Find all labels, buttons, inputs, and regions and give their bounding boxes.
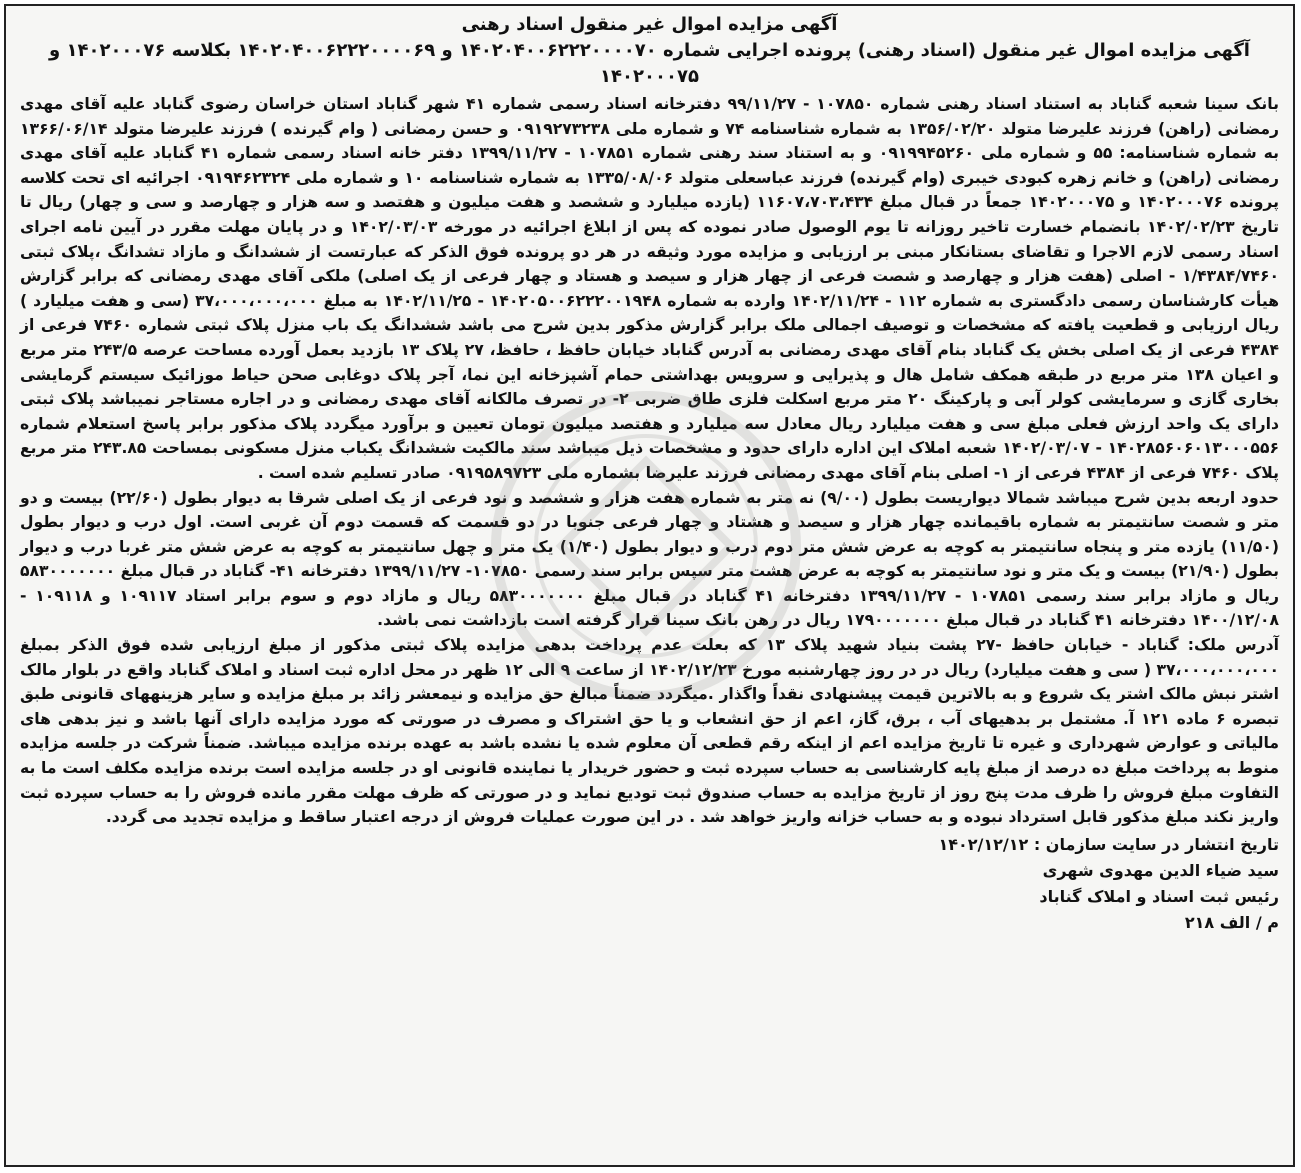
signer-name: سید ضیاء الدین مهدوی شهری — [1042, 860, 1279, 880]
notice-footer — [20, 832, 1279, 936]
notice-subtitle: آگهی مزایده اموال غیر منقول (اسناد رهنی) پرونده اجرایی شماره ۱۴۰۲۰۴۰۰۶۲۲۲۰۰۰۰۷۰ و ۱۴۰۲۰۴۰۰۶۲۲۲۰۰۰۰۶۹ بکلاسه ۱۴۰۲۰۰۰۷۶ و ۱۴۰۲۰۰۰۷۵ — [49, 40, 1250, 87]
signer-title: رئیس ثبت اسناد و املاک گناباد — [1039, 886, 1279, 906]
reference-number: م / الف ۲۱۸ — [1184, 912, 1279, 932]
notice-body-paragraph-1: بانک سینا شعبه گناباد به استناد اسناد رهنی شماره ۱۰۷۸۵۰ - ۹۹/۱۱/۲۷ دفترخانه اسناد رسمی شماره ۴۱ شهر گناباد استان خراسان رضوی گناباد علیه آقای مهدی رمضانی (راهن) فرزند علیرضا متولد ۱۳۵۶/۰۲/۲۰ به شماره شناسنامه ۷۴ و شماره ملی ۰۹۱۹۲۷۳۲۳۸ و حسن رمضانی ( وام گیرنده ) فرزند علیرضا متولد ۱۳۶۶/۰۶/۱۴ به شماره شناسنامه: ۵۵ و شماره ملی ۰۹۱۹۹۴۵۲۶۰ و به استناد سند رهنی شماره ۱۰۷۸۵۱ - ۱۳۹۹/۱۱/۲۷ دفتر خانه اسناد رسمی شماره ۴۱ گناباد علیه آقای مهدی رمضانی (راهن) و خانم زهره کبودی خیبری (وام گیرنده) فرزند عباسعلی متولد ۱۳۳۵/۰۸/۰۶ به شماره شناسنامه ۱۰ و شماره ملی ۰۹۱۹۴۶۲۳۲۴ اجرائیه ای تحت کلاسه پرونده ۱۴۰۲۰۰۰۷۶ و ۱۴۰۲۰۰۰۷۵ جمعاً در قبال مبلغ ۱۱۶۰۷،۷۰۳،۴۳۴ (یازده میلیارد و ششصد و هفت میلیون و هفتصد و سه هزار و چهارصد و سی و چهار) ریال تا تاریخ ۱۴۰۲/۰۲/۲۳ بانضمام خسارت تاخیر روزانه تا یوم الوصول صادر نموده که پس از ابلاغ اجرائیه در مورخه ۱۴۰۲/۰۳/۰۳ و در پایان مهلت مقرر در آیین نامه اجرای اسناد رسمی لازم الاجرا و تقاضای بستانکار مبنی بر ارزیابی و مزایده مورد وثیقه در هر دو پرونده فوق الذکر که عبارتست از ششدانگ و مازاد تشدانگ ،پلاک ثبتی ۱/۴۳۸۴/۷۴۶۰ - اصلی (هفت هزار و چهارصد و شصت فرعی از چهار هزار و سیصد و هستاد و چهار فرعی از یک اصلی) ملکی آقای مهدی رمضانی که برابر گزارش هیأت کارشناسان رسمی دادگستری به شماره ۱۱۲ - ۱۴۰۲/۱۱/۲۴ وارده به شماره ۱۴۰۲۰۵۰۰۶۲۲۲۰۰۱۹۴۸ - ۱۴۰۲/۱۱/۲۵ به مبلغ ۳۷،۰۰۰،۰۰۰،۰۰۰ (سی و هفت میلیارد ) ریال ارزیابی و قطعیت یافته که مشخصات و توصیف اجمالی ملک برابر گزارش مذکور بدین شرح می باشد ششدانگ یک باب منزل پلاک ثبتی شماره ۷۴۶۰ فرعی از ۴۳۸۴ فرعی از یک اصلی بخش یک گناباد بنام آقای مهدی رمضانی به آدرس گناباد خیابان حافظ ، حافظ، ۲۷ پلاک ۱۳ بازدید بعمل آورده مساحت عرصه ۲۴۳/۵ متر مربع و اعیان ۱۳۸ متر مربع در طبقه همکف شامل هال و پذیرایی و سرویس بهداشتی حمام آشپزخانه این نما، آجر پلاک دوغابی صحن حیاط موزائیک سیستم گرمایشی بخاری گازی و سرمایشی کولر آبی و پارکینگ ۲۰ متر مربع اسکلت فلزی طاق ضربی ۲- در تصرف مالکانه آقای مهدی رمضانی و در اجاره مستاجر نمیباشد پلاک ثبتی دارای یک واحد ارزش فعلی مبلغ سی و هفت میلیارد ریال معادل سه میلیارد و هفتصد میلیون تومان تعیین و برآورد میگردد پلاک مذکور برابر پاسخ استعلام شماره ۱۴۰۲۸۵۶۰۶۰۱۳۰۰۰۵۵۶ - ۱۴۰۲/۰۳/۰۷ شعبه املاک این اداره دارای حدود و مشخصات ذیل میباشد سند مالکیت ششدانگ یکباب منزل مسکونی بمساحت ۲۴۳.۸۵ متر مربع پلاک ۷۴۶۰ فرعی از ۴۳۸۴ فرعی از ۱- اصلی بنام آقای مهدی رمضانی فرزند علیرضا بشماره ملی ۰۹۱۹۵۸۹۷۲۳ صادر تسلیم شده است . — [20, 95, 1280, 482]
notice-body-paragraph-2: حدود اربعه بدین شرح میباشد شمالا دیواریست بطول (۹/۰۰) نه متر به شماره هفت هزار و ششصد و نود فرعی از یک اصلی شرقا به دیوار بطول (۲۲/۶۰) بیست و دو متر و شصت سانتیمتر به شماره باقیمانده چهار هزار و سیصد و هشتاد و چهار فرعی جنوبا در دو قسمت که قسمت دوم آن غربی است. اول درب و دیوار بطول (۱۱/۵۰) یازده متر و پنجاه سانتیمتر به کوچه به عرض شش متر دوم درب و دیوار بطول (۱/۴۰) یک متر و چهل سانتیمتر به کوچه به عرض شش متر غربا درب و دیوار بطول (۲۱/۹۰) بیست و یک متر و نود سانتیمتر به کوچه به عرض هشت متر سپس برابر سند رسمی ۱۰۷۸۵۰- ۱۳۹۹/۱۱/۲۷ دفترخانه ۴۱- گناباد در قبال مبلغ ۵۸۳۰۰۰۰۰۰۰ ریال و مازاد برابر سند رسمی ۱۰۷۸۵۱ - ۱۳۹۹/۱۱/۲۷ دفترخانه ۴۱ گناباد در قبال مبلغ ۵۸۳۰۰۰۰۰۰۰ ریال و مازاد دوم و سوم برابر استاد ۱۰۹۱۱۷ و ۱۰۹۱۱۸ - ۱۴۰۰/۱۲/۰۸ دفترخانه ۴۱ گناباد در قبال مبلغ ۱۷۹۰۰۰۰۰۰۰ ریال در رهن بانک سینا قرار گرفته است بازداشت نمی باشد. — [20, 488, 1279, 630]
notice-body-paragraph-3: آدرس ملک: گناباد - خیابان حافظ -۲۷ پشت بنیاد شهید پلاک ۱۳ که بعلت عدم پرداخت بدهی مزایده پلاک ثبتی مذکور از مبلغ ارزیابی شده فوق الذکر بمبلغ ۳۷،۰۰۰،۰۰۰،۰۰۰ ( سی و هفت میلیارد) ریال در در روز چهارشنبه مورخ ۱۴۰۲/۱۲/۲۳ از ساعت ۹ الی ۱۲ ظهر در محل اداره ثبت اسناد و املاک گناباد واقع در بلوار مالک اشتر نبش مالک اشتر یک شروع و به بالاترین قیمت پیشنهادی نقداً واگذار .میگردد ضمناً مبالغ حق مزایده و نیمعشر زائد بر مبلغ مزایده و سایر هزینههای قانونی طبق تبصره ۶ ماده ۱۲۱ آ. مشتمل بر بدهیهای آب ، برق، گاز، اعم از حق انشعاب و یا حق اشتراک و مصرف در صورتی که مورد مزایده دارای آنها باشد و نیز بدهی های مالیاتی و عوارض شهرداری و غیره تا تاریخ مزایده اعم از اینکه رقم قطعی آن معلوم شده یا نشده باشد به عهده برنده مزایده میباشد. ضمناً شرکت در جلسه مزایده منوط به پرداخت مبلغ ده درصد از مبلغ پایه کارشناسی به حساب سپرده ثبت و حضور خریدار یا نماینده قانونی او در جلسه مزایده است برنده مزایده مکلف است ما به التفاوت مبلغ فروش را ظرف مدت پنج روز از تاریخ مزایده به حساب صندوق ثبت تودیع نماید و در صورتی که ظرف مهلت مقرر مانده فروش را به حساب سپرده ثبت واریز نکند مبلغ مذکور قابل استرداد نبوده و به حساب خزانه واریز خواهد شد . در این صورت عملیات فروش از درجه اعتبار ساقط و مزایده تجدید می گردد. — [20, 636, 1280, 827]
notice-title: آگهی مزایده اموال غیر منقول اسناد رهنی — [461, 14, 838, 35]
publish-date-line: تاریخ انتشار در سایت سازمان : ۱۴۰۲/۱۲/۱۲ — [938, 834, 1279, 854]
auction-notice — [4, 4, 1295, 1167]
